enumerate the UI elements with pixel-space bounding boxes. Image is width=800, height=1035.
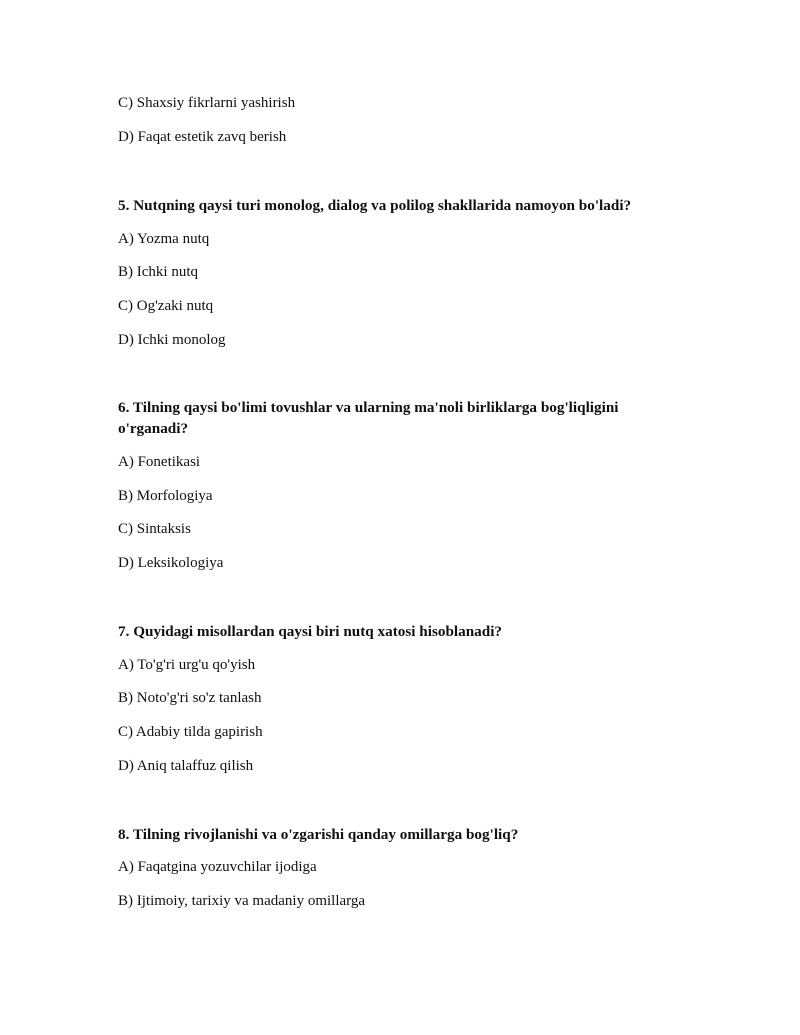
question-5: 5. Nutqning qaysi turi monolog, dialog va polilog shakllarida namoyon bo'ladi? [118, 197, 632, 214]
q5-option-b: B) Ichki nutq [118, 264, 198, 280]
q7-option-c: C) Adabiy tilda gapirish [118, 724, 263, 740]
q5-option-c: C) Og'zaki nutq [118, 298, 214, 314]
option-d-prev: D) Faqat estetik zavq berish [118, 129, 287, 145]
question-7: 7. Quyidagi misollardan qaysi biri nutq xatosi hisoblanadi? [118, 623, 503, 640]
q7-option-b: B) Noto'g'ri so'z tanlash [118, 690, 262, 706]
q5-option-a: A) Yozma nutq [118, 231, 210, 247]
q8-option-b: B) Ijtimoiy, tarixiy va madaniy omillarga [118, 893, 366, 909]
question-6: 6. Tilning qaysi bo'limi tovushlar va ularning ma'noli birliklarga bog'liqligini o'rganadi? [118, 399, 619, 437]
option-c-prev: C) Shaxsiy fikrlarni yashirish [118, 95, 296, 111]
q7-option-a: A) To'g'ri urg'u qo'yish [118, 657, 256, 673]
q6-option-d: D) Leksikologiya [118, 555, 224, 571]
q7-option-d: D) Aniq talaffuz qilish [118, 758, 254, 774]
q6-option-b: B) Morfologiya [118, 488, 213, 504]
q5-option-d: D) Ichki monolog [118, 332, 226, 348]
q8-option-a: A) Faqatgina yozuvchilar ijodiga [118, 859, 317, 875]
q6-option-a: A) Fonetikasi [118, 454, 201, 470]
question-8: 8. Tilning rivojlanishi va o'zgarishi qanday omillarga bog'liq? [118, 826, 519, 843]
q6-option-c: C) Sintaksis [118, 521, 191, 537]
